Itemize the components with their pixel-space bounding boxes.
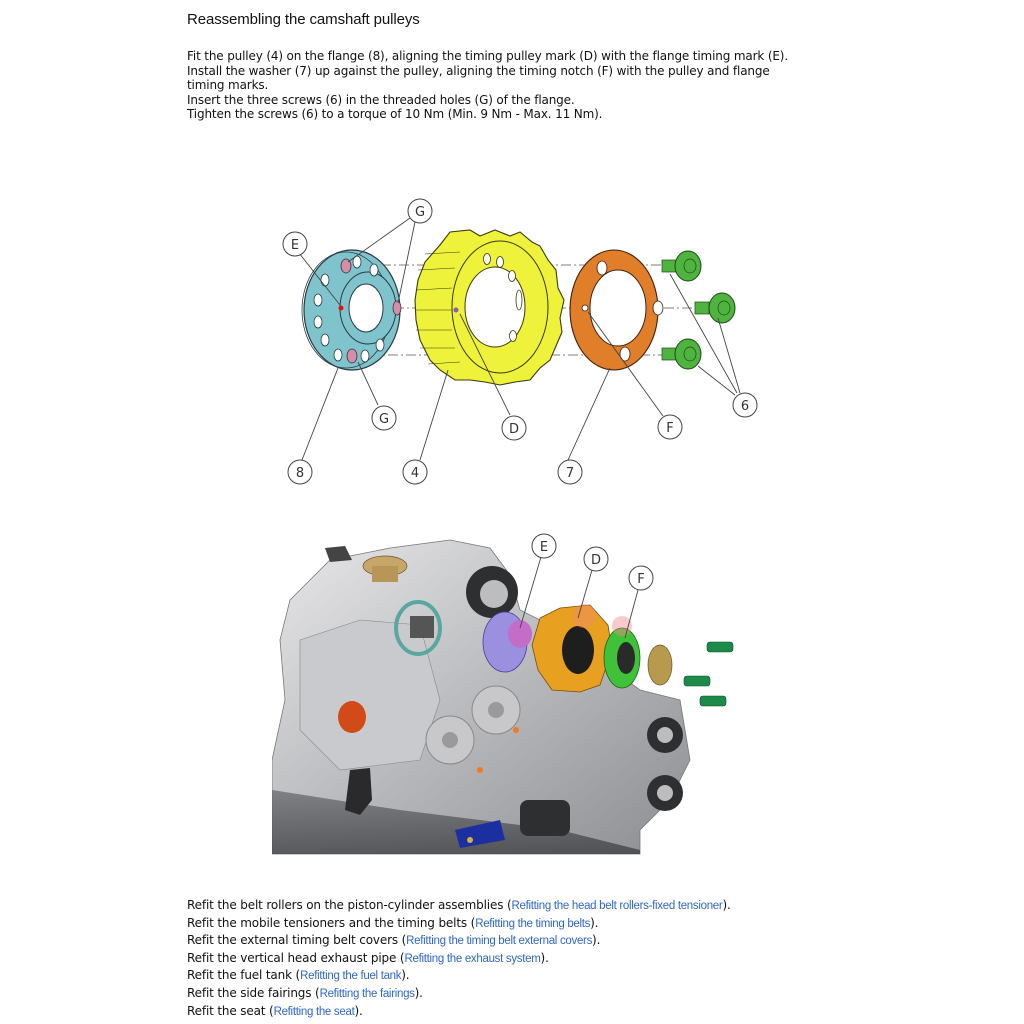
svg-text:4: 4	[410, 466, 420, 481]
callout-7	[558, 460, 582, 484]
link-timing-belts[interactable]: Refitting the timing belts	[475, 917, 591, 930]
timing-mark-d	[454, 308, 459, 313]
instruction-line: Tighten the screws (6) to a torque of 10 Nm (Min. 9 Nm - Max. 11 Nm).	[187, 107, 603, 122]
link-fairings[interactable]: Refitting the fairings	[319, 987, 415, 1000]
instruction-line: Fit the pulley (4) on the flange (8), aligning the timing pulley mark (D) with the flange timing mark (E).	[187, 49, 789, 63]
photo-callout-e	[532, 534, 556, 558]
timing-notch-f	[582, 305, 588, 311]
callout-6	[733, 393, 757, 417]
instruction-line: Install the washer (7) up against the pulley, aligning the timing notch (F) with the pulley and flange	[187, 63, 770, 78]
svg-text:D: D	[590, 553, 602, 568]
callout-g-bottom	[372, 406, 396, 430]
svg-text:G: G	[378, 412, 390, 427]
svg-text:F: F	[666, 421, 674, 436]
svg-text:F: F	[637, 572, 645, 587]
svg-text:8: 8	[295, 466, 305, 481]
instruction-line: Insert the three screws (6) in the threaded holes (G) of the flange.	[187, 92, 575, 107]
svg-text:6: 6	[740, 399, 750, 414]
instruction-steps	[187, 49, 887, 122]
callout-g-top	[408, 199, 432, 223]
refit-line: Refit the seat (Refitting the seat).	[187, 1003, 363, 1018]
callout-d	[502, 416, 526, 440]
instruction-line: timing marks.	[187, 78, 269, 93]
refit-line: Refit the external timing belt covers (Refitting the timing belt external covers).	[187, 933, 601, 948]
engine-photo	[272, 530, 742, 855]
callout-8	[288, 460, 312, 484]
callout-4	[403, 460, 427, 484]
refit-line: Refit the fuel tank (Refitting the fuel tank).	[187, 968, 410, 983]
timing-gear-top	[466, 566, 518, 618]
pulley-part	[415, 230, 564, 385]
photo-callouts	[532, 534, 653, 590]
photo-callout-d	[584, 547, 608, 571]
svg-text:E: E	[290, 238, 300, 253]
callout-f	[658, 415, 682, 439]
photo-callout-f	[629, 566, 653, 590]
link-fuel-tank[interactable]: Refitting the fuel tank	[300, 970, 402, 983]
refit-line: Refit the side fairings (Refitting the fairings).	[187, 985, 423, 1000]
screws-part	[662, 251, 735, 369]
page-title: Reassembling the camshaft pulleys	[187, 11, 420, 28]
link-head-belt-rollers[interactable]: Refitting the head belt rollers-fixed tensioner	[511, 900, 723, 912]
photo-screws	[684, 642, 733, 706]
refit-line: Refit the mobile tensioners and the timing belts (Refitting the timing belts).	[187, 915, 599, 930]
refit-line: Refit the vertical head exhaust pipe (Refitting the exhaust system).	[187, 950, 549, 965]
photo-washer	[604, 616, 640, 688]
svg-text:G: G	[414, 205, 426, 220]
callout-e	[283, 232, 307, 256]
photo-pulley	[532, 604, 612, 692]
link-exhaust-system[interactable]: Refitting the exhaust system	[404, 952, 541, 965]
svg-text:D: D	[508, 422, 520, 437]
link-seat[interactable]: Refitting the seat	[273, 1005, 355, 1018]
refit-steps	[187, 897, 731, 1020]
exploded-diagram	[270, 190, 780, 490]
flange-part	[302, 250, 401, 370]
refit-line: Refit the belt rollers on the piston-cylinder assemblies (Refitting the head belt rollers-fixed tensioner).	[187, 898, 731, 912]
timing-mark-e	[339, 306, 344, 311]
svg-text:E: E	[539, 540, 549, 555]
svg-text:7: 7	[565, 466, 575, 481]
link-external-covers[interactable]: Refitting the timing belt external covers	[406, 935, 593, 948]
